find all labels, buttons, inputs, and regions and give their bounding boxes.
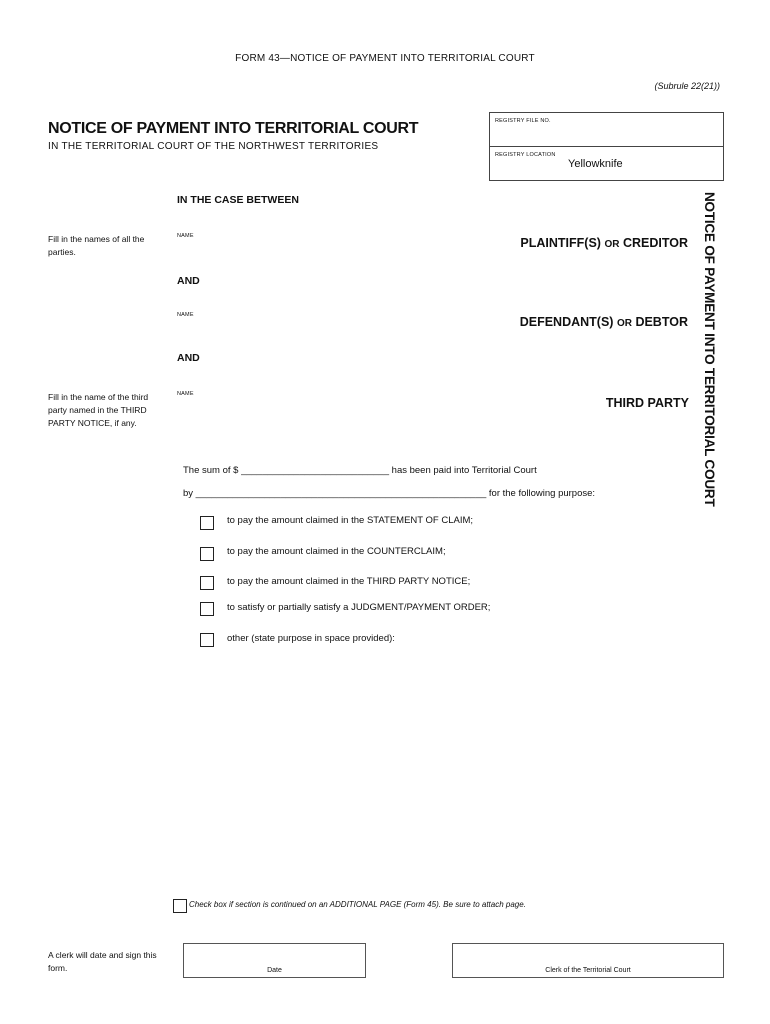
additional-page-checkbox[interactable]	[173, 899, 187, 913]
registry-location-label: REGISTRY LOCATION	[495, 152, 556, 158]
date-box[interactable]	[183, 943, 366, 978]
purpose-label-3: to pay the amount claimed in the THIRD PARTY NOTICE;	[227, 576, 471, 587]
purpose-label-4: to satisfy or partially satisfy a JUDGMENT/PAYMENT ORDER;	[227, 602, 491, 613]
registry-box	[489, 112, 724, 181]
clerk-signature-label: Clerk of the Territorial Court	[545, 967, 631, 974]
third-party-name-field[interactable]	[190, 402, 500, 418]
side-title	[697, 192, 717, 552]
sum-line: The sum of $ ____________________________ has been paid into Territorial Court	[183, 465, 537, 476]
registry-location-value[interactable]: Yellowknife	[568, 158, 623, 170]
case-between-heading: IN THE CASE BETWEEN	[177, 194, 299, 206]
plaintiff-name-label: NAME	[177, 233, 194, 239]
defendant-name-label: NAME	[177, 312, 194, 318]
other-purpose-field[interactable]	[227, 655, 687, 875]
purpose-label-5: other (state purpose in space provided):	[227, 633, 395, 644]
plaintiff-label	[520, 236, 688, 250]
clerk-signature-box[interactable]	[452, 943, 724, 978]
clerk-note: A clerk will date and sign this form.	[48, 950, 157, 973]
third-party-name-label: NAME	[177, 391, 194, 397]
additional-page-note: Check box if section is continued on an ADDITIONAL PAGE (Form 45). Be sure to attach page.	[189, 900, 526, 909]
plaintiff-name-field[interactable]	[190, 244, 500, 260]
page-title: NOTICE OF PAYMENT INTO TERRITORIAL COURT	[48, 120, 419, 137]
purpose-label-2: to pay the amount claimed in the COUNTERCLAIM;	[227, 546, 446, 557]
purpose-checkbox-2[interactable]	[200, 547, 214, 561]
registry-file-field[interactable]	[490, 113, 723, 147]
and-label-1: AND	[177, 275, 200, 287]
purpose-label-1: to pay the amount claimed in the STATEMENT OF CLAIM;	[227, 515, 474, 526]
form-header: FORM 43—NOTICE OF PAYMENT INTO TERRITORIAL COURT	[235, 53, 535, 64]
defendant-label-a: DEFENDANT(S)	[519, 315, 614, 329]
plaintiff-label-or: OR	[604, 239, 620, 250]
plaintiff-label-a: PLAINTIFF(S)	[520, 236, 601, 250]
plaintiff-label-b: CREDITOR	[622, 236, 688, 250]
purpose-checkbox-5[interactable]	[200, 633, 214, 647]
third-party-label: THIRD PARTY	[605, 396, 689, 410]
third-party-note: Fill in the name of the third party named in the THIRD PARTY NOTICE, if any.	[48, 392, 149, 428]
defendant-name-field[interactable]	[190, 322, 500, 338]
by-line: by _______________________________________________________ for the following purpose:	[183, 488, 596, 499]
purpose-checkbox-3[interactable]	[200, 576, 214, 590]
purpose-checkbox-1[interactable]	[200, 516, 214, 530]
purpose-checkbox-4[interactable]	[200, 602, 214, 616]
defendant-label-or: OR	[616, 318, 632, 329]
registry-file-label: REGISTRY FILE NO.	[495, 118, 551, 124]
side-title-text: NOTICE OF PAYMENT INTO TERRITORIAL COURT	[702, 192, 717, 507]
defendant-label-b: DEBTOR	[635, 315, 688, 329]
and-label-2: AND	[177, 352, 200, 364]
parties-note: Fill in the names of all the parties.	[48, 234, 145, 257]
defendant-label	[520, 315, 688, 329]
date-label: Date	[267, 967, 282, 974]
court-subtitle: IN THE TERRITORIAL COURT OF THE NORTHWEST TERRITORIES	[48, 141, 379, 152]
subrule: (Subrule 22(21))	[654, 81, 720, 91]
